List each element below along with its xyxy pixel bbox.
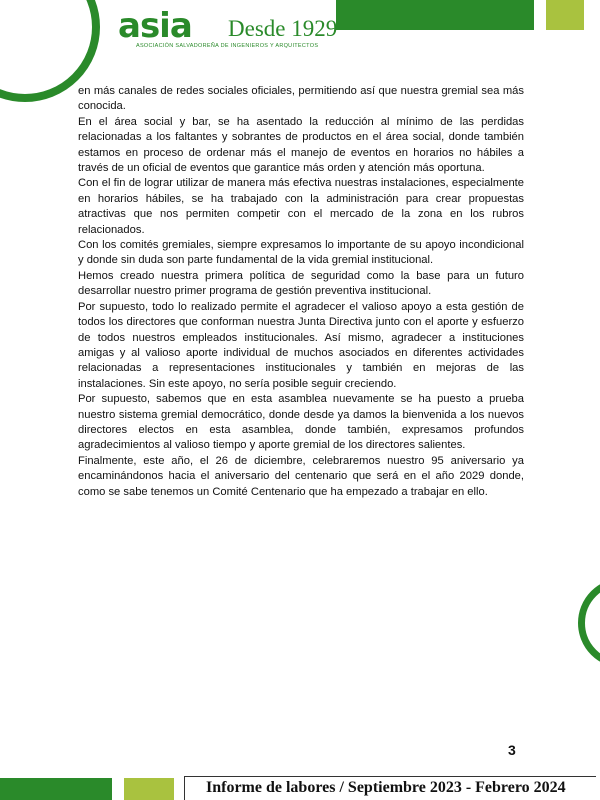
- asia-logo: [118, 8, 338, 52]
- header-green-bar: [336, 0, 534, 30]
- logo-org-name: ASOCIACIÓN SALVADOREÑA DE INGENIEROS Y ARQUITECTOS: [136, 43, 319, 49]
- paragraph: Por supuesto, todo lo realizado permite el agradecer el valioso apoyo a esta gestión de todos los directores que conforman nuestra Junta Directiva junto con el aporte y esfuerzo de todos nuestros empleados institucionales. Así mismo, agradecer a instituciones amigas y al valioso aporte individual de muchos asociados en diferentes actividades relacionadas a representaciones institucionales y también en mejoras de las instalaciones. Sin este apoyo, no sería posible seguir creciendo.: [78, 300, 524, 390]
- paragraph: En el área social y bar, se ha asentado la reducción al mínimo de las perdidas relacionadas a los faltantes y sobrantes de productos en el área social, donde también estamos en proceso de ordenar más el manejo de eventos en horarios no hábiles a través de un oficial de eventos que garantice más orden y atención más oportuna.: [78, 115, 524, 175]
- logo-since: Desde 1929: [228, 16, 338, 41]
- paragraph: Por supuesto, sabemos que en esta asamblea nuevamente se ha puesto a prueba nuestro sistema gremial democrático, donde desde ya damos la bienvenida a los nuevos directores electos en esta asamblea, donde también, expresamos profundos agradecimientos al valioso tiempo y aporte gremial de los directores salientes.: [78, 393, 524, 452]
- paragraph: Finalmente, este año, el 26 de diciembre, celebraremos nuestro 95 aniversario ya encaminándonos hacia el aniversario del centenario que será en el año 2029 donde, como se sabe tenemos un Comité Centenario que ha empezado a trabajar en ello.: [78, 454, 524, 498]
- paragraph: Hemos creado nuestra primera política de seguridad como la base para un futuro desarrollar nuestro primer programa de gestión preventiva institucional.: [78, 269, 524, 298]
- footer-green-bar: [0, 778, 112, 800]
- paragraph: Con los comités gremiales, siempre expresamos lo importante de su apoyo incondicional y donde sin duda son parte fundamental de la vida gremial institucional.: [78, 239, 524, 267]
- report-title: Informe de labores / Septiembre 2023 - Febrero 2024: [206, 779, 566, 796]
- decorative-arc-right: [578, 578, 600, 668]
- report-body: [78, 84, 524, 500]
- paragraph: Con el fin de lograr utilizar de manera más efectiva nuestras instalaciones, especialmente en horarios hábiles, se ha trabajado con la administración para crear propuestas atractivas que nos permiten competir con el mercado de la zona en los rubros relacionados.: [78, 177, 524, 236]
- logo-brand: asia: [118, 6, 192, 46]
- header-lime-bar: [546, 0, 584, 30]
- page-number: 3: [508, 742, 516, 758]
- footer-lime-bar: [124, 778, 174, 800]
- paragraph: en más canales de redes sociales oficiales, permitiendo así que nuestra gremial sea más conocida.: [78, 85, 524, 113]
